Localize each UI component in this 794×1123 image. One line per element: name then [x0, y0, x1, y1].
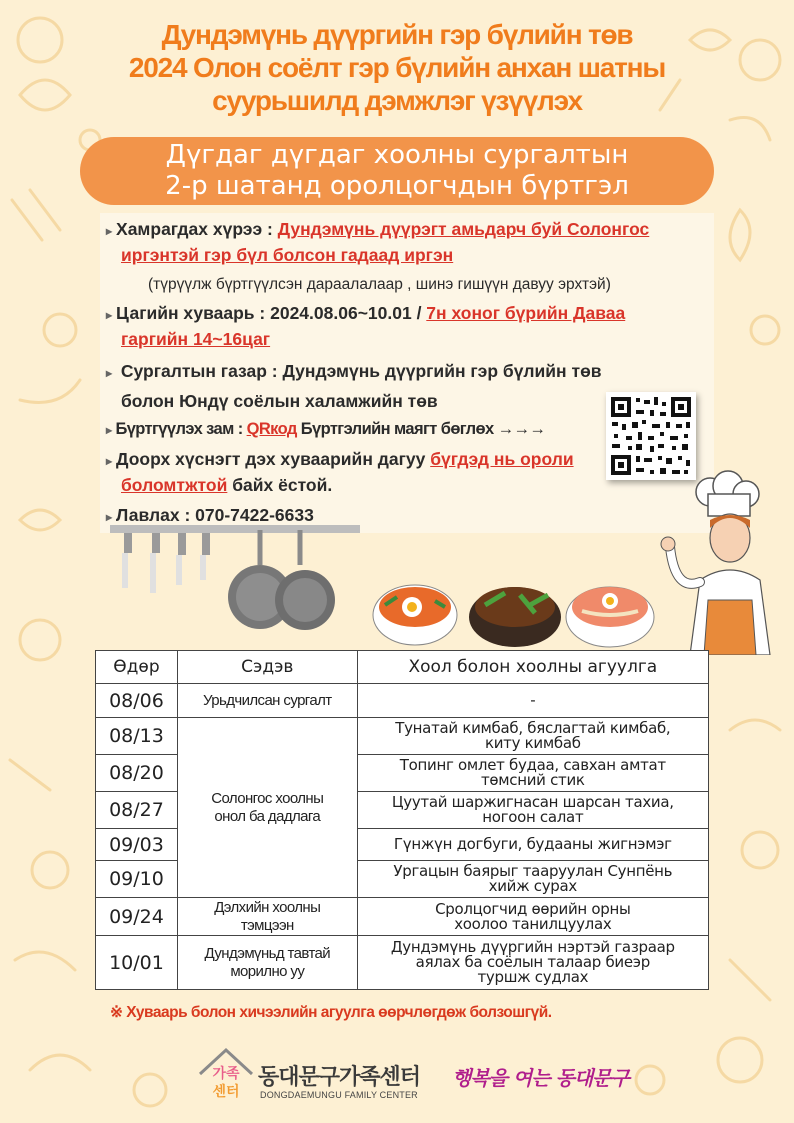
schedule-row [106, 300, 625, 328]
title-banner [80, 137, 714, 205]
table-row [96, 898, 709, 936]
date-cell: 09/10 [96, 861, 178, 898]
target-row [106, 216, 649, 244]
register-qr-link[interactable]: QRкод [246, 420, 297, 438]
food-cell: - [357, 684, 708, 718]
topic-cell-merged [177, 718, 357, 898]
bullet-icon: ▸ [106, 510, 113, 524]
food-cell: Сролцогчид өөрийн орны хоолоо танилцуулах [357, 898, 708, 936]
date-cell: 08/13 [96, 718, 178, 755]
kitchen-utensils-illustration [110, 525, 370, 635]
food-cell: Цуутай шаржигнасан шарсан тахиа, ногоон салат [357, 792, 708, 829]
target-note: (түрүүлж бүртгүүлсэн дараалалаар , шинэ гишүүн давуу эрхтэй) [148, 276, 611, 293]
food-bowls-illustration [370, 575, 660, 650]
topic-cell: Дэлхийн хоолны тэмцээн [177, 898, 357, 936]
bullet-icon: ▸ [106, 224, 113, 238]
link-tail: байх ёстой. [227, 475, 333, 495]
family-center-logo-english: DONGDAEMUNGU FAMILY CENTER [260, 1090, 418, 1100]
date-cell: 09/24 [96, 898, 178, 936]
header-line-3: суурьшилд дэмжлэг үзүүлэх [212, 85, 582, 116]
family-center-logo-text: 동대문구가족센터 [258, 1065, 421, 1090]
food-cell: Дундэмүнь дүүргийн нэртэй газраар аялах ба соёлын талаар биеэр туршж судлах [357, 936, 708, 990]
bullet-icon: ▸ [106, 308, 113, 322]
food-cell: Топинг омлет будаа, савхан амтат төмсний стик [357, 755, 708, 792]
link-value-2: боломтжтой [121, 475, 228, 495]
target-value-1: Дундэмүнь дүүрэгт амьдарч буй Солонгос [277, 219, 650, 239]
bullet-icon: ▸ [106, 454, 113, 468]
place-label: Сургалтын газар : Дундэмүнь дүүргийн гэр бүлийн төв [116, 361, 602, 381]
date-cell: 08/06 [96, 684, 178, 718]
header-topic: Сэдэв [177, 651, 357, 684]
link-row [106, 446, 574, 474]
link-value-row [121, 472, 332, 498]
header-line-1: Дундэмүнь дүүргийн гэр бүлийн төв [161, 19, 633, 50]
place-value: болон Юндү соёлын халамжийн төв [121, 391, 438, 411]
header-line-2: 2024 Олон соёлт гэр бүлийн анхан шатны [128, 52, 666, 83]
bullet-icon: ▸ [106, 423, 112, 437]
food-cell: Тунатай кимбаб, бяслагтай кимбаб, киту кимбаб [357, 718, 708, 755]
schedule-note: ※ Хуваарь болон хичээлийн агуулга өөрчлөгдөж болзошгүй. [110, 1004, 552, 1021]
logo-mark-bottom: 센터 [212, 1084, 240, 1100]
target-value-2: иргэнтэй гэр бүл болсон гадаад иргэн [121, 245, 454, 265]
food-cell: Ургацын баярыг тааруулан Сунпёнь хийж сурах [357, 861, 708, 898]
schedule-value-2: гаргийн 14~16цаг [121, 329, 271, 349]
link-value-1: бүгдэд нь ороли [430, 449, 574, 469]
header [0, 18, 794, 117]
logo-mark-top: 가족 [212, 1066, 240, 1082]
target-label: Хамрагдах хүрээ : [116, 219, 278, 239]
header-food: Хоол болон хоолны агуулга [357, 651, 708, 684]
topic-merged-line-2: онол ба дадлага [214, 807, 321, 825]
topic-cell: Дундэмүньд тавтай морилно уу [177, 936, 357, 990]
district-slogan: 행복을 여는 동대문구 [452, 1066, 629, 1090]
date-cell: 09/03 [96, 829, 178, 861]
link-label: Доорх хүснэгт дэх хуваарийн дагуу [116, 449, 431, 469]
contact-text: Лавлах : 070-7422-6633 [116, 505, 314, 525]
table-row [96, 718, 709, 755]
family-center-logo-icon [196, 1044, 256, 1104]
table-header-row [96, 651, 709, 684]
schedule-label: Цагийн хуваарь : 2024.08.06~10.01 / [116, 303, 427, 323]
table-row [96, 684, 709, 718]
food-cell: Гүнжүн догбуги, будааны жигнэмэг [357, 829, 708, 861]
schedule-value-1: 7н хоног бүрийн Даваа [426, 303, 626, 323]
register-row [106, 416, 545, 443]
title-line-2: 2-р шатанд оролцогчдын бүртгэл [165, 171, 629, 201]
register-label: Бүртгүүлэх зам : [115, 420, 247, 438]
title-line-1: Дүгдаг дүгдаг хоолны сургалтын [165, 140, 629, 170]
chef-illustration [650, 470, 794, 655]
qr-code[interactable] [606, 392, 696, 480]
date-cell: 08/27 [96, 792, 178, 829]
topic-merged-line-1: Солонгос хоолны [211, 789, 324, 807]
register-value: Бүртгэлийн маягт бөглөх →→→ [296, 420, 546, 438]
header-date: Өдөр [96, 651, 178, 684]
place-row [106, 358, 602, 386]
date-cell: 08/20 [96, 755, 178, 792]
bullet-icon: ▸ [106, 366, 113, 380]
table-row [96, 936, 709, 990]
contact-row [106, 502, 314, 530]
date-cell: 10/01 [96, 936, 178, 990]
topic-cell: Урьдчилсан сургалт [177, 684, 357, 718]
schedule-table [95, 650, 709, 990]
